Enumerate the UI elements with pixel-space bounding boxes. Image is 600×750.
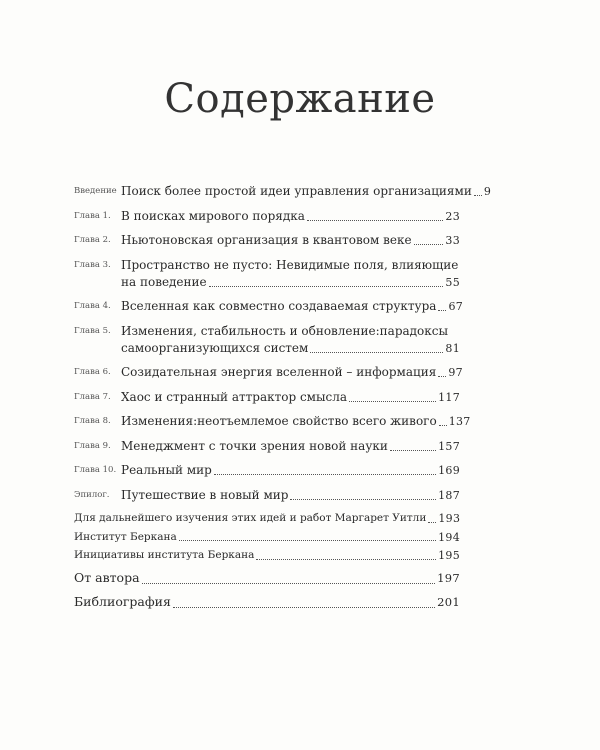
- chapter-label: Введение: [74, 186, 117, 196]
- leader-dots: [438, 310, 446, 311]
- page-number: 23: [445, 209, 460, 223]
- chapter-title: Менеджмент с точки зрения новой науки: [121, 438, 388, 453]
- chapter-title: Реальный мир: [121, 463, 212, 477]
- chapter-title: Поиск более простой идеи управления организациями: [121, 184, 472, 198]
- entry-title: Библиография: [74, 593, 171, 609]
- page-number: 97: [448, 366, 463, 379]
- chapter-title-line-2: на поведение: [121, 274, 207, 289]
- chapter-label: Глава 1.: [74, 210, 111, 221]
- chapter-label: Глава 4.: [74, 301, 111, 311]
- leader-dots: [173, 607, 435, 608]
- page-number: 197: [437, 570, 460, 585]
- toc-entry-chapter-9[interactable]: [74, 438, 460, 455]
- page-number: 117: [438, 390, 460, 404]
- chapter-label: Глава 6.: [74, 367, 111, 377]
- toc-entry-about-author[interactable]: [74, 568, 460, 588]
- leader-dots: [290, 499, 436, 500]
- chapter-label: Глава 2.: [74, 235, 111, 245]
- toc-entry-berkana-initiatives[interactable]: [74, 548, 460, 564]
- page-number: 194: [438, 530, 460, 544]
- leader-dots: [438, 376, 446, 377]
- chapter-label: Глава 7.: [74, 391, 111, 402]
- page-number: 67: [448, 300, 464, 313]
- page-number: 187: [438, 488, 460, 502]
- toc-entry-chapter-6[interactable]: [74, 364, 463, 381]
- chapter-label: Глава 9.: [74, 440, 111, 451]
- chapter-label: Глава 5.: [74, 325, 111, 336]
- page-number: 201: [437, 594, 460, 609]
- leader-dots: [209, 286, 444, 287]
- leader-dots: [256, 559, 436, 560]
- leader-dots: [310, 352, 443, 353]
- page-title: Содержание: [164, 76, 436, 122]
- toc-entry-chapter-8[interactable]: [74, 413, 471, 430]
- leader-dots: [307, 220, 444, 221]
- chapter-title: Путешествие в новый мир: [121, 487, 289, 502]
- chapter-title: Вселенная как совместно создаваемая структура: [121, 299, 437, 313]
- page-number: 9: [483, 185, 492, 198]
- entry-title: Институт Беркана: [74, 530, 177, 543]
- toc-entry-bibliography[interactable]: [74, 592, 460, 612]
- page-number: 195: [438, 549, 460, 562]
- leader-dots: [390, 450, 436, 451]
- toc-entry-epilogue[interactable]: [74, 487, 460, 504]
- page-number: 157: [438, 439, 460, 453]
- entry-title: Для дальнейшего изучения этих идей и работ Маргарет Уитли: [74, 512, 427, 524]
- chapter-title: Изменения:неотъемлемое свойство всего живого: [121, 414, 437, 428]
- toc-entry-chapter-2[interactable]: [74, 232, 460, 249]
- table-of-contents: [74, 183, 492, 614]
- toc-entry-intro[interactable]: [74, 183, 492, 200]
- chapter-label: Глава 10.: [74, 465, 117, 475]
- chapter-title: Созидательная энергия вселенной – информация: [121, 365, 437, 379]
- page-number: 55: [445, 275, 460, 289]
- leader-dots: [214, 474, 436, 475]
- chapter-label: Глава 8.: [74, 416, 111, 426]
- leader-dots: [349, 401, 436, 402]
- leader-dots: [428, 522, 436, 523]
- chapter-title: Хаос и странный аттрактор смысла: [121, 389, 348, 404]
- leader-dots: [474, 195, 482, 196]
- page-number: 193: [438, 512, 461, 525]
- toc-entry-chapter-3[interactable]: [74, 257, 460, 291]
- toc-entry-chapter-1[interactable]: [74, 208, 460, 225]
- toc-entry-chapter-4[interactable]: [74, 298, 464, 315]
- leader-dots: [142, 583, 436, 584]
- toc-entry-berkana-institute[interactable]: [74, 530, 460, 546]
- page-number: 33: [445, 234, 460, 247]
- page-number: 81: [445, 341, 460, 355]
- chapter-title: В поисках мирового порядка: [121, 208, 305, 223]
- toc-entry-chapter-7[interactable]: [74, 389, 460, 406]
- entry-title: Инициативы института Беркана: [74, 549, 255, 561]
- page-number: 169: [438, 464, 460, 477]
- chapter-label: Эпилог.: [74, 489, 110, 500]
- leader-dots: [439, 425, 447, 426]
- chapter-title-line-1: Пространство не пусто: Невидимые поля, влияющие: [121, 257, 459, 272]
- chapter-title: Ньютоновская организация в квантовом веке: [121, 233, 412, 247]
- leader-dots: [414, 244, 444, 245]
- chapter-title-line-2: самоорганизующихся систем: [121, 340, 309, 355]
- chapter-title-line-1: Изменения, стабильность и обновление:парадоксы: [121, 323, 449, 338]
- toc-entry-chapter-10[interactable]: [74, 462, 460, 479]
- page-number: 137: [448, 415, 471, 428]
- toc-entry-chapter-5[interactable]: [74, 323, 460, 357]
- leader-dots: [179, 540, 436, 541]
- entry-title: От автора: [74, 569, 140, 585]
- chapter-label: Глава 3.: [74, 259, 111, 270]
- toc-entry-further-study[interactable]: [74, 511, 460, 527]
